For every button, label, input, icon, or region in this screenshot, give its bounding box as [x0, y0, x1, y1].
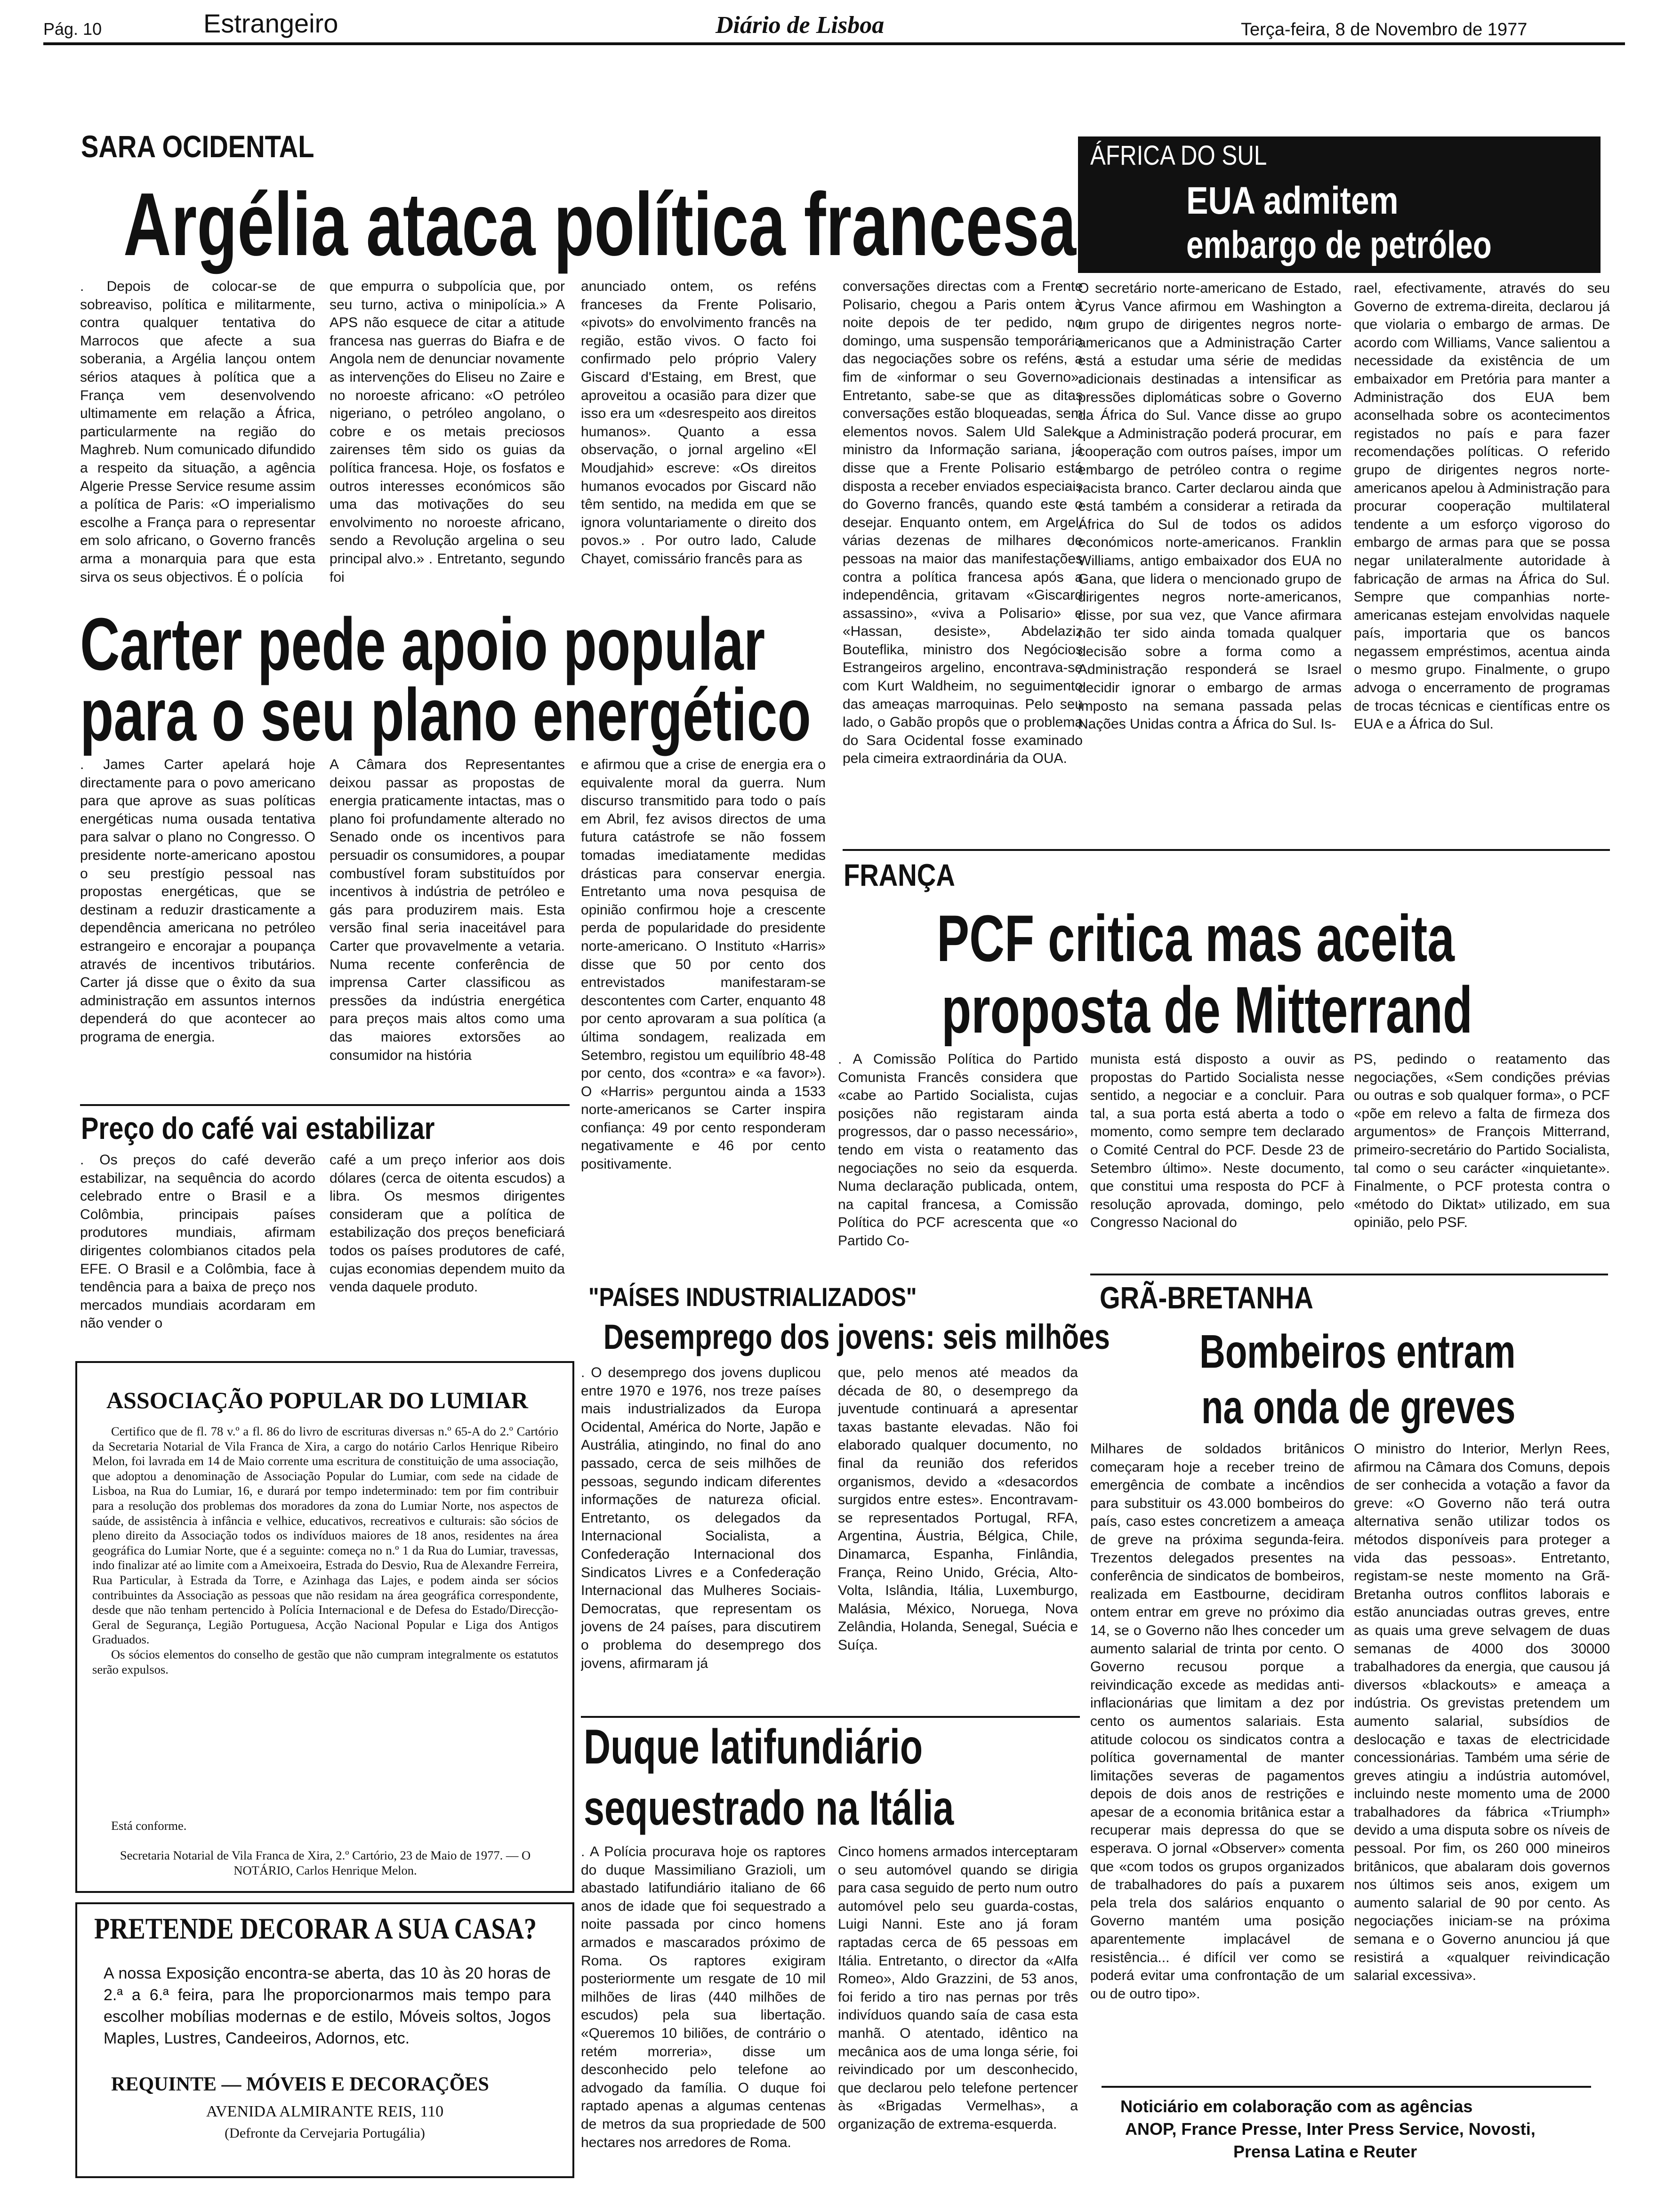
gb-agencies-rule	[1102, 2086, 1591, 2088]
carter-col-3: e afirmou que a crise de energia era o equivalente moral da guerra. Num discurso transmitido para todo o país em Abril, fez avisos directos de uma futura catástrofe se não fossem tomadas imediatamente medidas drásticas para conservar energia. Entretanto uma nova pesquisa de opinião confirmou hoje a crescente perda de popularidade do presidente norte-americano. O Instituto «Harris» disse que 50 por cento dos entrevistados manifestaram-se descontentes com Carter, enquanto 48 por cento aprovaram a sua política (a última sondagem, realizada em Setembro, registou um equilíbrio 48-48 por cento, dos «contra» e «a favor»). O «Harris» perguntou ainda a 1533 norte-americanos se Carter inspira confiança: 49 por cento responderam negativamente e 46 por cento positivamente.	[581, 757, 826, 1172]
sara-col-4: conversações directas com a Frente Polisario, chegou a Paris ontem à noite depois de ter pedido, no domingo, uma suspensão temporária das negociações sobre os reféns, a fim de «informar o seu Governo». Entretanto, sabe-se que as ditas conversações estão bloqueadas, sem elementos novos. Salem Uld Salek, ministro da Informação sariana, já disse que a Frente Polisario está disposta a receber enviados especiais do Governo francês, quando este o desejar. Enquanto ontem, em Argel, várias dezenas de milhares de pessoas na maior das manifestações contra a política francesa após a independência, gritavam «Giscard assassino», «viva a Polisario» e «Hassan, desiste», Abdelaziz Bouteflika, ministro dos Negócios Estrangeiros argelino, encontrava-se com Kurt Waldheim, no seguimento das ameaças marroquinas. Pelo seu lado, o Gabão propôs que o problema do Sara Ocidental fosse examinado pela cimeira extraordinária da OUA.	[843, 279, 1083, 767]
headline-gb-2: na onda de greves	[1201, 1381, 1516, 1434]
duque-rule	[581, 1716, 1080, 1718]
ad-body: A nossa Exposição encontra-se aberta, das 10 às 20 horas de 2.ª a 6.ª feira, para lhe proporcionarmos mais tempo para escolher mobílias modernas e de estilo, Móveis soltos, Jogos Maples, Lustres, Candeeiros, Adornos, etc.	[104, 1964, 551, 2047]
sara-col-2: que empurra o subpolícia que, por seu turno, activa o minipolícia.» A APS não esquece de citar a atitude francesa nas guerras do Biafra e de Angola nem de denunciar novamente as intervenções do Eliseu no Zaire e no noroeste africano: «O petróleo nigeriano, o petróleo angolano, o cobre e os metais preciosos zairenses têm sido os guias da política francesa. Hoje, os fosfatos e outros interesses económicos são uma das motivações do seu envolvimento no noroeste africano, sendo a Revolução argelina o seu principal alvo.» . Entretanto, segundo foi	[330, 279, 565, 585]
kicker-sara: SARA OCIDENTAL	[81, 129, 314, 164]
gb-col-2: O ministro do Interior, Merlyn Rees, afirmou na Câmara dos Comuns, depois de ser conhecida a votação a favor da greve: «O Governo não terá outra alternativa senão utilizar todos os métodos disponíveis para proteger a vida das pessoas». Entretanto, registam-se neste momento na Grã-Bretanha outros conflitos laborais e estão anunciadas outras greves, entre as quais uma greve selvagem de duas semanas de 4000 dos 30000 trabalhadores da energia, que causou já diversos «blackouts» e ameaça a indústria. Os grevistas pretendem um aumento salarial, subsídios de deslocação e taxas de electricidade concessionárias. Também uma série de greves atingiu a indústria automóvel, incluindo neste momento uma de 2000 trabalhadores da fábrica «Triumph» devido a uma disputa sobre os níveis de pessoal. Por fim, os 260 000 mineiros britânicos, que abalaram dois governos nos últimos seis anos, exigem um aumento salarial de 90 por cento. As negociações iniciam-se na próxima semana e o Governo anunciou já que resistirá a «qualquer reivindicação salarial excessiva».	[1354, 1441, 1610, 1984]
lumiar-body-text-2: Os sócios elementos do conselho de gestão que não cumpram integralmente os estatutos serão expulsos.	[92, 1647, 558, 1676]
sara-col-3: anunciado ontem, os reféns franceses da Frente Polisario, «pivots» do envolvimento francês na região, estão vivos. O facto foi confirmado pelo próprio Valery Giscard d'Estaing, em Brest, que aproveitou a ocasião para dizer que isso era um «desrespeito aos direitos humanos». Quanto a essa observação, o jornal argelino «El Moudjahid» escreve: «Os direitos humanos evocados por Giscard não têm sentido, na medida em que se ignora voluntariamente o direito dos povos.» . Por outro lado, Calude Chayet, comissário francês para as	[581, 279, 816, 567]
duque-col-1: . A Polícia procurava hoje os raptores do duque Massimiliano Grazioli, um abastado latifundiário italiano de 66 anos de idade que foi sequestrado a noite passada por cinco homens armados e mascarados próximo de Roma. Os raptores exigiram posteriormente um resgate de 10 mil milhões de liras (440 milhões de escudos) pela sua libertação. «Queremos 10 biliões, de contrário o retém morreria», disse um desconhecido pelo telefone ao advogado da família. O duque foi raptado apenas a algumas centenas de metros da sua propriedade de 500 hectares nos arredores de Roma.	[581, 1844, 826, 2150]
ad-title: PRETENDE DECORAR A SUA CASA?	[94, 1912, 537, 1945]
duque-col-2: Cinco homens armados interceptaram o seu automóvel quando se dirigia para casa seguido de perto num outro automóvel pelo seu guarda-costas, Luigi Nanni. Este ano já foram raptadas cerca de 65 pessoas em Itália. Entretanto, o director da «Alfa Romeo», Aldo Grazzini, de 53 anos, foi ferido a tiro nas pernas por três indivíduos quando saía de casa esta manhã. O atentado, idêntico na mecânica aos de uma longa série, foi reivindicado por um desconhecido, que declarou pelo telefone pertencer às «Brigadas Vermelhas», a organização de extrema-esquerda.	[838, 1844, 1078, 2132]
headline-carter-2: para o seu plano energético	[80, 673, 811, 756]
franca-col-2: munista está disposto a ouvir as propostas do Partido Socialista nesse sentido, a negociar e a concluir. Para tal, a sua porta está aberta a todo o momento, como sempre tem declarado o Comité Central do PCF. Desde 23 de Setembro último». Neste documento, que constitui uma resposta do PCF à resolução aprovada, domingo, pelo Congresso Nacional do	[1090, 1051, 1344, 1231]
paises-col-1: . O desemprego dos jovens duplicou entre 1970 e 1976, nos treze países mais industrializados da Europa Ocidental, América do Norte, Japão e Austrália, atingindo, no final do ano passado, cerca de seis milhões de pessoas, segundo indicam diferentes informações de natureza oficial. Entretanto, os delegados da Internacional Socialista, a Confederação Internacional dos Sindicatos Livres e a Confederação Internacional das Mulheres Sociais-Democratas, que representam os jovens de 24 países, para discutirem o problema do desemprego dos jovens, afirmaram já	[581, 1365, 821, 1671]
franca-rule	[843, 849, 1610, 851]
headline-franca-2: proposta de Mitterrand	[941, 973, 1473, 1047]
paises-col-2: que, pelo menos até meados da década de 80, o desemprego da juventude continuará a apresentar taxas bastante elevadas. Não foi elaborado qualquer documento, no final da reunião dos referidos organismos, devido a «desacordos surgidos entre estes». Encontravam-se representados Portugal, RFA, Argentina, Áustria, Bélgica, Chile, Dinamarca, Espanha, Finlândia, França, Reino Unido, Grécia, Alto-Volta, Islândia, Itália, Luxemburgo, Malásia, México, Noruega, Nova Zelândia, Holanda, Senegal, Suécia e Suíça.	[838, 1365, 1078, 1653]
headline-gb-1: Bombeiros entram	[1199, 1325, 1516, 1378]
kicker-gb: GRÃ-BRETANHA	[1100, 1280, 1313, 1315]
headline-carter-1: Carter pede apoio popular	[80, 603, 765, 686]
header-rule	[43, 42, 1625, 45]
gb-col-1: Milhares de soldados britânicos começaram hoje a receber treino de emergência de combate a incêndios para substituir os 43.000 bombeiros do país, caso estes concretizem a ameaça de greve na próxima segunda-feira. Trezentos delegados presentes na conferência de sindicatos de bombeiros, realizada em Eastbourne, decidiram ontem entrar em greve no próximo dia 14, se o Governo não lhes conceder um aumento salarial de trinta por cento. O Governo recusou porque a reivindicação excede as medidas anti-inflacionárias que limitam a dez por cento os aumentos salariais. Esta atitude colocou os sindicatos contra a política governamental de manter limitações severas de pagamentos depois de dois anos de restrições e apesar de a economia britânica estar a recuperar mais depressa do que se esperava. O jornal «Observer» comenta que «com todos os grupos organizados de trabalhadores do país a puxarem pela trela dos salários enquanto o Governo mantém uma posição aparentemente implacável de resistência... é difícil ver como se poderá evitar uma confrontação de um ou de outro tipo».	[1090, 1441, 1344, 2002]
headline-duque-2: sequestrado na Itália	[584, 1781, 954, 1835]
carter-col-2: A Câmara dos Representantes deixou passar as propostas de energia praticamente intactas, mas o plano foi profundamente alterado no Senado onde os incentivos para persuadir os consumidores, a poupar combustível foram substituídos por incentivos à indústria de petróleo e gás para produzirem mais. Esta versão final seria inaceitável para Carter que provavelmente a vetaria. Numa recente conferência de imprensa Carter classificou as pressões da indústria energética para preços mais altos como uma das maiores extorsões ao consumidor na história	[330, 757, 565, 1063]
headline-cafe: Preço do café vai estabilizar	[81, 1111, 435, 1146]
kicker-paises: "PAÍSES INDUSTRIALIZADOS"	[588, 1282, 917, 1312]
masthead: Diário de Lisboa	[716, 12, 885, 39]
ad-note: (Defronte da Cervejaria Portugália)	[225, 2125, 425, 2141]
gb-rule	[1090, 1274, 1608, 1275]
headline-sara: Argélia ataca política francesa	[123, 175, 1077, 274]
headline-africa-1: EUA admitem	[1186, 179, 1399, 222]
africa-col-2: rael, efectivamente, através do seu Governo de extrema-direita, declarou já que violaria o embargo de armas. De acordo com Williams, Vance salientou a necessidade da existência de um embaixador em Pretória para manter a Administração dos EUA bem aconselhada sobre os acontecimentos registados no país e para fazer recomendações políticas. O referido grupo de dirigentes negros norte-americanos apelou à Administração para procurar cooperação multilateral tendente a um esforço vigoroso do embargo de armas para que se possa negar unilateralmente autoridade à fabricação de armas na África do Sul. Sempre que companhias norte-americanas estejam envolvidas naquele país, importaria que os bancos negassem empréstimos, acentua ainda o mesmo grupo. Finalmente, o grupo advoga o encerramento de programas de trocas técnicas e científicas entre os EUA e a África do Sul.	[1354, 281, 1610, 732]
lumiar-signature: Secretaria Notarial de Vila Franca de Xira, 2.º Cartório, 23 de Maio de 1977. — O NOTÁRIO, Carlos Henrique Melon.	[120, 1848, 531, 1877]
section-name: Estrangeiro	[203, 8, 338, 38]
agencies-line-3: Prensa Latina e Reuter	[1233, 2142, 1417, 2161]
headline-africa-2: embargo de petróleo	[1186, 224, 1492, 266]
kicker-africa: ÁFRICA DO SUL	[1090, 140, 1267, 171]
headline-franca-1: PCF critica mas aceita	[937, 901, 1455, 975]
ad-brand: REQUINTE — MÓVEIS E DECORAÇÕES	[111, 2074, 489, 2095]
headline-duque-1: Duque latifundiário	[584, 1720, 923, 1774]
lumiar-conforme: Está conforme.	[111, 1819, 187, 1833]
agencies-line-1: Noticiário em colaboração com as agências	[1120, 2097, 1473, 2116]
franca-col-1: . A Comissão Política do Partido Comunista Francês considera que «cabe ao Partido Socialista, cujas posições não registaram ainda progressos, dar o passo necessário», tendo em vista o reatamento das negociações no seio da esquerda. Numa declaração publicada, ontem, na capital francesa, a Comissão Política do PCF acrescenta que «o Partido Co-	[838, 1051, 1078, 1248]
headline-paises: Desemprego dos jovens: seis milhões	[603, 1317, 1110, 1356]
agencies-line-2: ANOP, France Presse, Inter Press Service, Novosti,	[1125, 2119, 1536, 2139]
lumiar-title: ASSOCIAÇÃO POPULAR DO LUMIAR	[106, 1387, 528, 1413]
lumiar-body	[92, 1424, 558, 1782]
ad-address: AVENIDA ALMIRANTE REIS, 110	[206, 2103, 444, 2120]
franca-col-3: PS, pedindo o reatamento das negociações, «Sem condições prévias ou outras e sob qualquer forma», o PCF «põe em relevo a falta de firmeza dos argumentos» de François Mitterrand, primeiro-secretário do Partido Socialista, tal como o seu carácter «inquietante». Finalmente, o PCF protesta contra o «método do Diktat» utilizado, em sua opinião, pelo PSF.	[1354, 1051, 1610, 1231]
cafe-col-2: café a um preço inferior aos dois dólares (cerca de oitenta escudos) a libra. Os mesmos dirigentes consideram que a política de estabilização dos preços beneficiará todos os países produtores de café, cujas economias dependem muito da venda daquele produto.	[330, 1152, 565, 1295]
page-number: Pág. 10	[43, 19, 102, 39]
cafe-rule	[80, 1104, 570, 1106]
carter-col-1: . James Carter apelará hoje directamente para o povo americano para que aprove as suas políticas energéticas numa ousada tentativa para salvar o plano no Congresso. O presidente norte-americano apostou o seu prestígio pessoal nas propostas energéticas, que se destinam a reduzir drasticamente a dependência americana no petróleo estrangeiro e encorajar a poupança através de incentivos tributários. Carter já disse que o êxito da sua administração em assuntos internos dependerá do que acontecer ao programa de energia.	[80, 757, 315, 1045]
africa-col-1: O secretário norte-americano de Estado, Cyrus Vance afirmou em Washington a um grupo de dirigentes negros norte-americanos que a Administração Carter está a estudar uma série de medidas adicionais destinadas a intensificar as pressões diplomáticas sobre o Governo da África do Sul. Vance disse ao grupo que a Administração poderá procurar, em cooperação com outros países, impor um embargo de petróleo contra o regime racista branco. Carter declarou ainda que está também a considerar a retirada da África do Sul de todos os adidos económicos norte-americanos. Franklin Williams, antigo embaixador dos EUA no Gana, que lidera o mencionado grupo de dirigentes negros norte-americanos, disse, por sua vez, que Vance afirmara não ter sido ainda tomada qualquer decisão sobre a forma como a Administração responderá se Israel decidir ignorar o embargo de armas imposto na semana passada pelas Nações Unidas contra a África do Sul. Is-	[1078, 281, 1342, 732]
cafe-col-1: . Os preços do café deverão estabilizar, na sequência do acordo celebrado entre o Brasil e a Colômbia, principais países produtores mundiais, afirmam dirigentes colombianos citados pela EFE. O Brasil e a Colômbia, face à tendência para a baixa de preço nos mercados mundiais acordaram em não vender o	[80, 1152, 315, 1331]
issue-date: Terça-feira, 8 de Novembro de 1977	[1241, 20, 1528, 40]
sara-col-1: . Depois de colocar-se de sobreaviso, política e militarmente, contra qualquer tentativa do Marrocos que afecte a sua soberania, a Argélia lançou ontem sérios ataques à política que a França vem desenvolvendo ultimamente em relação a África, particularmente na região do Maghreb. Num comunicado difundido a respeito da situação, a agência Algerie Presse Service resume assim a política de Paris: «O imperialismo escolhe a França para o representar em solo africano, o Governo francês arma a monarquia para que esta sirva os seus objectivos. É o polícia	[80, 279, 315, 585]
lumiar-body-text: Certifico que de fl. 78 v.º a fl. 86 do livro de escrituras diversas n.º 65-A do 2.º Cartório da Secretaria Notarial de Vila Franca de Xira, a cargo do notário Carlos Henrique Ribeiro Melon, foi lavrada em 14 de Maio corrente uma escritura de constituição de uma associação, que adoptou a denominação de Associação Popular do Lumiar, com sede na cidade de Lisboa, na Rua do Lumiar, 16, e durará por tempo indeterminado: tem por fim contribuir para a resolução dos problemas dos moradores da zona do Lumiar Norte, nos aspectos de saúde, de assistência à infância e velhice, educativos, recreativos e culturais: são sócios de pleno direito da Associação todos os indivíduos maiores de 18 anos, residentes na área geográfica do Lumiar Norte, que é a seguinte: começa no n.º 1 da Rua do Lumiar, travessas, indo finalizar até ao limite com a Ameixoeira, Estrada do Desvio, Rua de Alexandre Ferreira, Rua Particular, à Estrada da Torre, e Azinhaga das Lajes, e podem ainda ser sócios contribuintes da Associação as pessoas que não residam na área geográfica correspondente, desde que não tenham pertencido à Polícia Internacional e de Defesa do Estado/Direcção-Geral de Segurança, Legião Portuguesa, Acção Nacional Popular e Liga dos Antigos Graduados.	[92, 1424, 558, 1647]
kicker-franca: FRANÇA	[844, 858, 955, 892]
